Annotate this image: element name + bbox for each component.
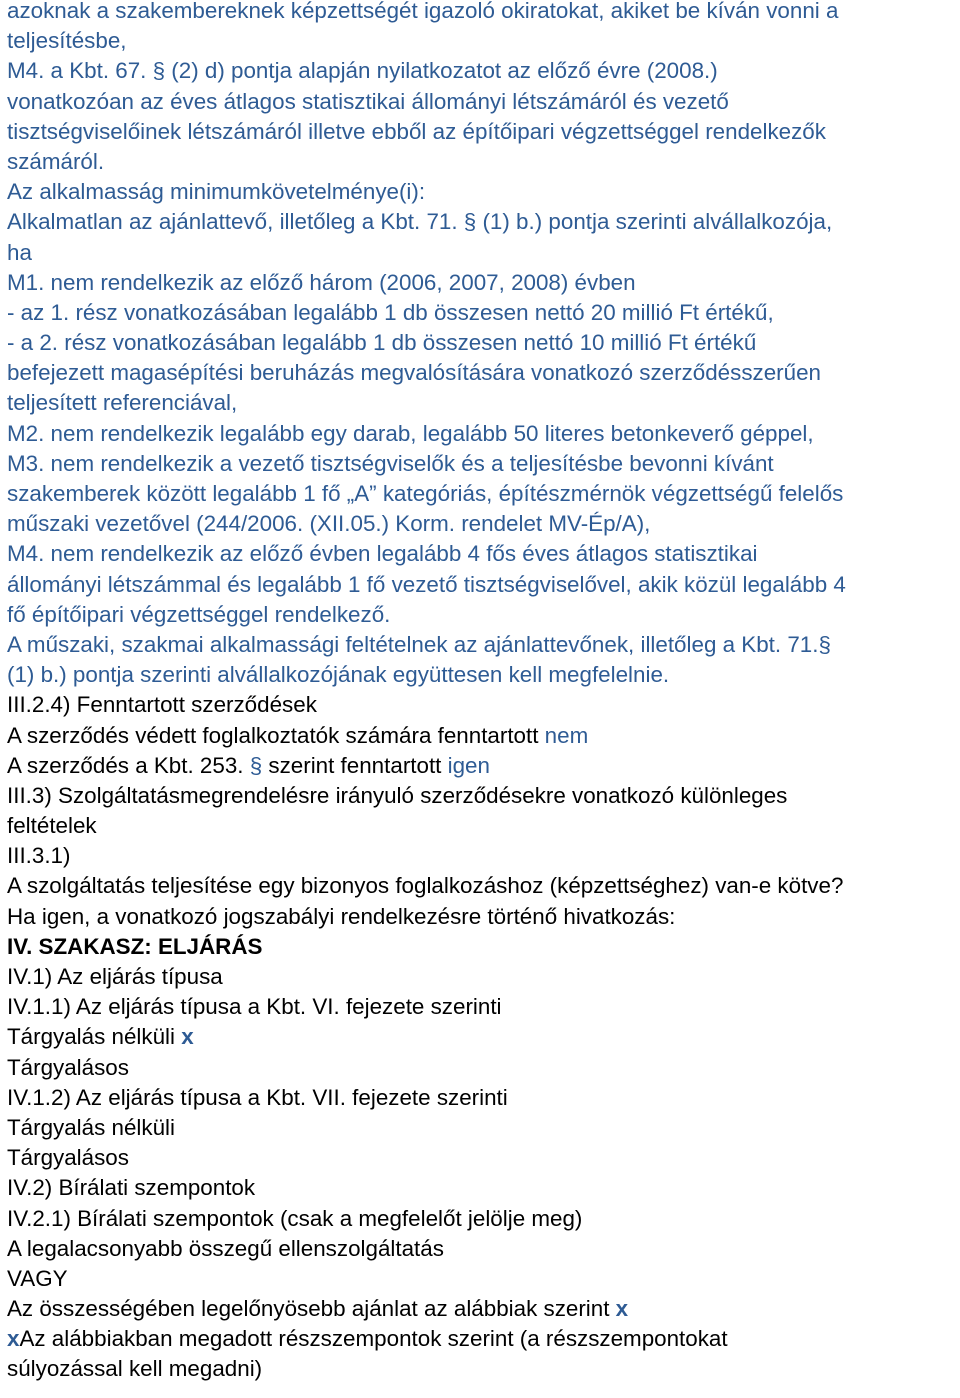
text-segment: VAGY: [7, 1265, 68, 1291]
text-line: [7, 26, 957, 56]
text-segment: x: [7, 1326, 20, 1352]
text-line: [7, 962, 957, 992]
text-segment: azoknak a szakembereknek képzettségét igazoló okiratokat, akiket be kíván vonni a: [7, 0, 839, 23]
text-line: [7, 207, 957, 237]
text-line: [7, 1204, 957, 1234]
text-segment: Ha igen, a vonatkozó jogszabályi rendelkezésre történő hivatkozás:: [7, 903, 676, 929]
text-line: [7, 0, 957, 26]
section-sign: §: [818, 631, 831, 657]
text-segment: IV.1) Az eljárás típusa: [7, 964, 223, 989]
text-line: [7, 932, 957, 962]
text-line: [7, 238, 957, 268]
text-line: [7, 539, 957, 569]
text-line: [7, 570, 957, 600]
section-sign: §: [463, 209, 477, 235]
section-sign: §: [249, 752, 263, 778]
text-segment: teljesített referenciával,: [7, 390, 238, 416]
text-line: [7, 751, 957, 781]
text-line: [7, 87, 957, 117]
text-segment: M1. nem rendelkezik az előző három (2006, 2007, 2008) évben: [7, 269, 636, 295]
text-segment: A műszaki, szakmai alkalmassági feltételnek az ajánlattevőnek, illetőleg a Kbt. 71.: [7, 631, 819, 657]
text-segment: x: [181, 1024, 194, 1050]
text-segment: súlyozással kell megadni): [7, 1356, 263, 1382]
text-line: [7, 1143, 957, 1173]
text-line: [7, 1324, 957, 1354]
text-line: [7, 1022, 957, 1052]
text-line: [7, 117, 957, 147]
text-segment: M2. nem rendelkezik legalább egy darab, legalább 50 literes betonkeverő géppel,: [7, 420, 814, 446]
text-segment: (1) b.) pontja szerinti alvállalkozója,: [476, 209, 833, 235]
text-segment: Az alkalmasság minimumkövetelménye(i):: [7, 179, 426, 205]
text-line: [7, 56, 957, 86]
text-line: [7, 1354, 957, 1384]
text-segment: - a 2. rész vonatkozásában legalább 1 db összesen nettó 10 millió Ft értékű: [7, 330, 757, 356]
text-line: [7, 1234, 957, 1264]
text-segment: teljesítésbe,: [7, 28, 127, 54]
text-segment: IV.1.1) Az eljárás típusa a Kbt. VI. fejezete szerinti: [7, 994, 502, 1020]
text-segment: műszaki vezetővel (244/2006. (XII.05.) Korm. rendelet MV-Ép/A),: [7, 511, 651, 537]
text-segment: III.2.4) Fenntartott szerződések: [7, 692, 317, 718]
text-line: [7, 1173, 957, 1203]
text-segment: III.3.1): [7, 843, 71, 869]
text-segment: tisztségviselőinek létszámáról illetve ebből az építőipari végzettséggel rendelkezők: [7, 118, 826, 144]
text-segment: IV. SZAKASZ: ELJÁRÁS: [7, 933, 263, 959]
text-segment: Tárgyalás nélküli: [7, 1024, 182, 1050]
text-line: [7, 298, 957, 328]
text-segment: IV.2) Bírálati szempontok: [7, 1175, 256, 1201]
text-line: [7, 177, 957, 207]
text-segment: szakemberek között legalább 1 fő „A” kategóriás, építészmérnök végzettségű felelős: [7, 481, 844, 506]
text-segment: A legalacsonyabb összegű ellenszolgáltatás: [7, 1235, 444, 1261]
text-segment: (2) d) pontja alapján nyilatkozatot az előző évre (2008.): [165, 58, 718, 84]
text-segment: Az összességében legelőnyösebb ajánlat az alábbiak szerint: [7, 1296, 616, 1322]
text-segment: A szolgáltatás teljesítése egy bizonyos foglalkozáshoz (képzettséghez) van-e kötve?: [7, 873, 844, 899]
text-line: [7, 449, 957, 479]
text-segment: M4. nem rendelkezik az előző évben legalább 4 fős éves átlagos statisztikai: [7, 541, 758, 567]
text-line: [7, 388, 957, 418]
text-segment: ha: [7, 239, 32, 265]
text-line: [7, 1053, 957, 1083]
text-line: [7, 1113, 957, 1143]
text-segment: igen: [447, 752, 490, 778]
text-segment: M4. a Kbt. 67.: [7, 58, 153, 84]
text-segment: - az 1. rész vonatkozásában legalább 1 db összesen nettó 20 millió Ft értékű,: [7, 299, 774, 325]
text-segment: Az alábbiakban megadott részszempontok szerint (a részszempontokat: [19, 1326, 728, 1352]
text-line: [7, 1083, 957, 1113]
text-line: [7, 419, 957, 449]
text-line: [7, 660, 957, 690]
text-segment: Tárgyalásos: [7, 1145, 129, 1171]
text-line: [7, 690, 957, 720]
document-page: [7, 0, 957, 1385]
text-segment: vonatkozóan az éves átlagos statisztikai állományi létszámáról és vezető: [7, 88, 729, 114]
text-line: [7, 1294, 957, 1324]
text-segment: x: [615, 1296, 629, 1322]
text-segment: nem: [544, 722, 589, 748]
text-line: [7, 479, 957, 509]
text-line: [7, 992, 957, 1022]
text-segment: fő építőipari végzettséggel rendelkező.: [7, 601, 391, 627]
text-line: [7, 630, 957, 660]
text-segment: A szerződés védett foglalkoztatók számára fenntartott: [7, 722, 545, 748]
text-line: [7, 268, 957, 298]
text-line: [7, 147, 957, 177]
text-segment: (1) b.) pontja szerinti alvállalkozójának együttesen kell megfelelnie.: [7, 662, 670, 688]
text-line: [7, 1264, 957, 1294]
text-segment: Tárgyalás nélküli: [7, 1114, 176, 1140]
text-line: [7, 721, 957, 751]
text-segment: Tárgyalásos: [7, 1054, 129, 1080]
text-segment: Alkalmatlan az ajánlattevő, illetőleg a Kbt. 71.: [7, 209, 464, 235]
text-line: [7, 902, 957, 932]
text-segment: III.3) Szolgáltatásmegrendelésre irányuló szerződésekre vonatkozó különleges: [7, 782, 788, 808]
text-segment: A szerződés a Kbt. 253.: [7, 752, 250, 778]
text-segment: IV.1.2) Az eljárás típusa a Kbt. VII. fejezete szerinti: [7, 1084, 508, 1110]
text-line: [7, 781, 957, 811]
text-line: [7, 509, 957, 539]
text-segment: szerint fenntartott: [262, 752, 448, 778]
text-segment: feltételek: [7, 813, 97, 839]
text-segment: M3. nem rendelkezik a vezető tisztségviselők és a teljesítésbe bevonni kívánt: [7, 450, 774, 476]
text-line: [7, 328, 957, 358]
text-line: [7, 871, 957, 901]
section-sign: §: [152, 58, 166, 84]
text-line: [7, 358, 957, 388]
text-segment: állományi létszámmal és legalább 1 fő vezető tisztségviselővel, akik közül legalább 4: [7, 571, 846, 597]
text-segment: IV.2.1) Bírálati szempontok (csak a megfelelőt jelölje meg): [7, 1205, 583, 1231]
text-line: [7, 841, 957, 871]
text-line: [7, 811, 957, 841]
text-segment: számáról.: [7, 148, 105, 174]
text-segment: befejezett magasépítési beruházás megvalósítására vonatkozó szerződésszerűen: [7, 360, 821, 386]
text-line: [7, 600, 957, 630]
